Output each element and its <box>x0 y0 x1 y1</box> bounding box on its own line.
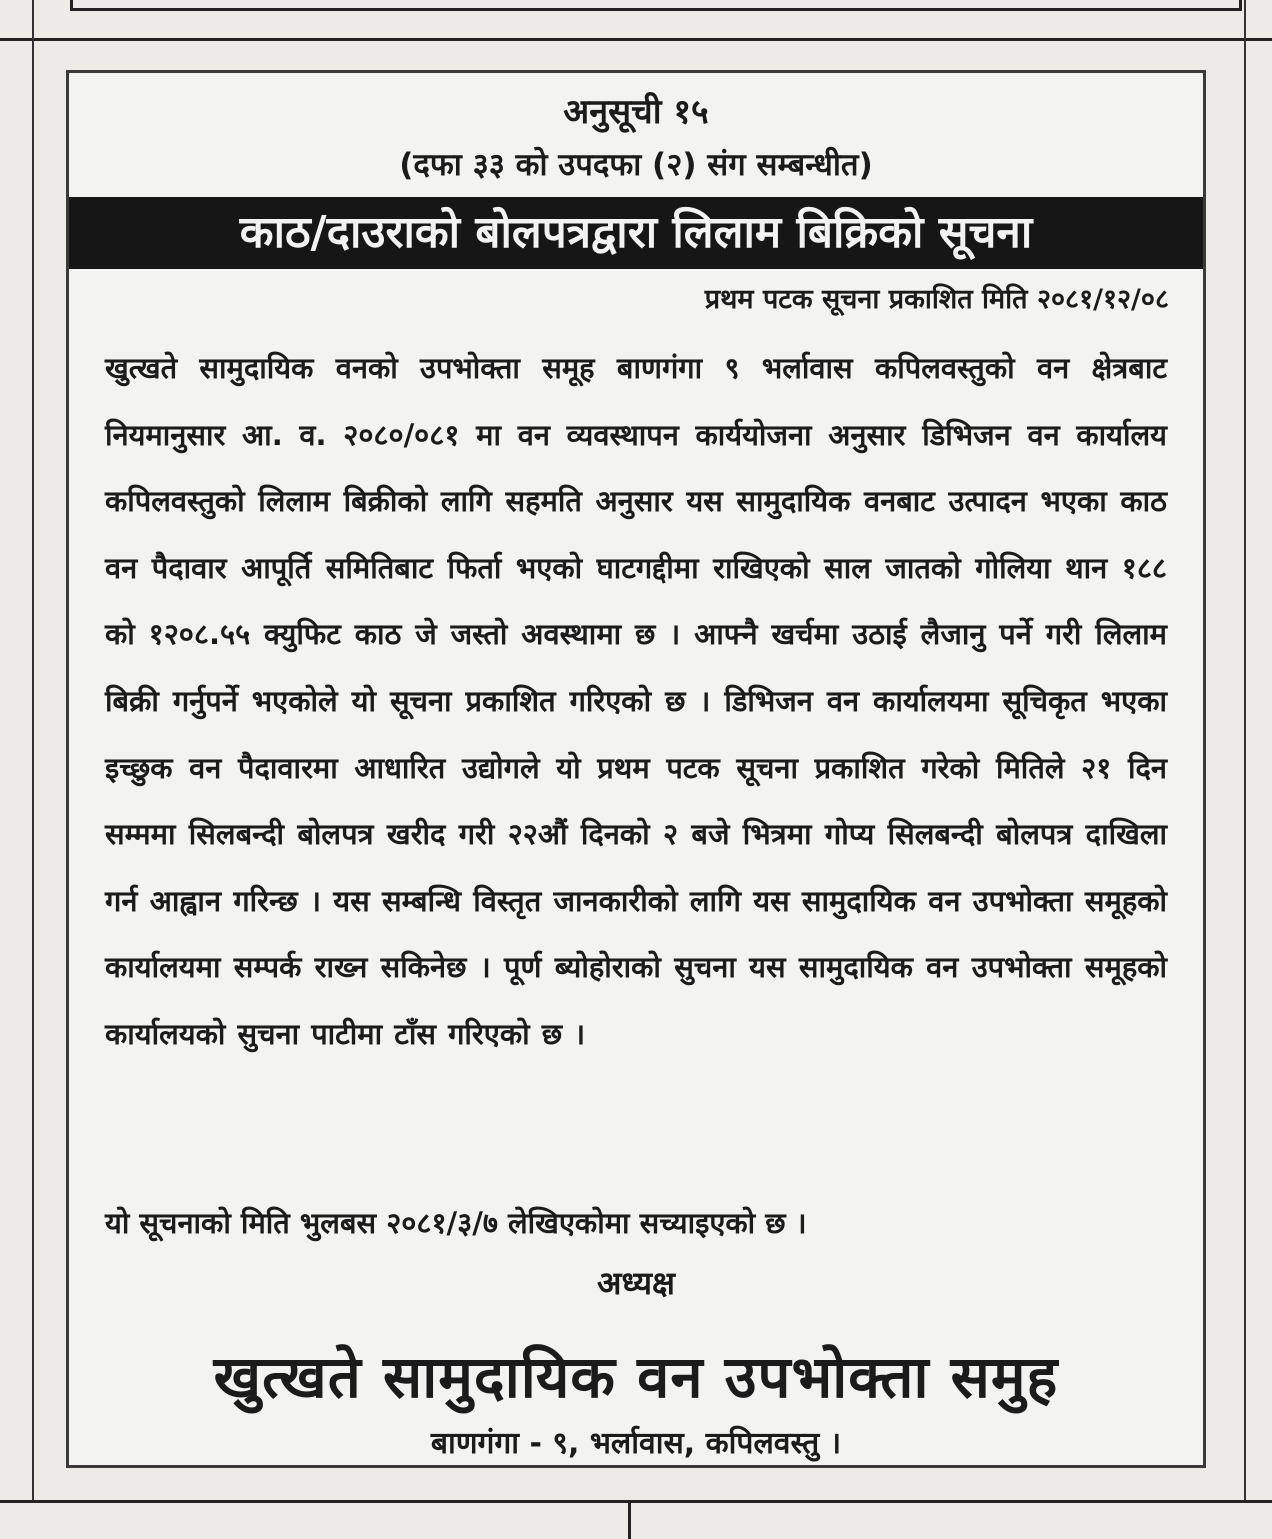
notice-title: काठ/दाउराको बोलपत्रद्वारा लिलाम बिक्रिको सूचना <box>69 197 1203 269</box>
page-rule-top <box>0 38 1272 41</box>
column-divider-tick <box>628 1503 631 1539</box>
notice-body: खुत्खते सामुदायिक वनको उपभोक्ता समूह बाणगंगा ९ भर्लावास कपिलवस्तुको वन क्षेत्रबाट नियमानुसार आ. व. २०८०/०८१ मा वन व्यवस्थापन कार्ययोजना अनुसार डिभिजन वन कार्यालय कपिलवस्तुको लिलाम बिक्रीको लागि सहमति अनुसार यस सामुदायिक वनबाट उत्पादन भएका काठ वन पैदावार आपूर्ति समितिबाट फिर्ता भएको घाटगद्दीमा राखिएको साल जातको गोलिया थान १८८ को १२०८.५५ क्युफिट काठ जे जस्तो अवस्थामा छ । आफ्नै खर्चमा उठाई लैजानु पर्ने गरी लिलाम बिक्री गर्नुपर्ने भएकोले यो सूचना प्रकाशित गरिएको छ । डिभिजन वन कार्यालयमा सूचिकृत भएका इच्छुक वन पैदावारमा आधारित उद्योगले यो प्रथम पटक सूचना प्रकाशित गरेको मितिले २१ दिन सम्ममा सिलबन्दी बोलपत्र खरीद गरी २२औं दिनको २ बजे भित्रमा गोप्य सिलबन्दी बोलपत्र दाखिला गर्न आह्वान गरिन्छ । यस सम्बन्धि विस्तृत जानकारीको लागि यस सामुदायिक वन उपभोक्ता समूहको कार्यालयमा सम्पर्क राख्न सकिनेछ । पूर्ण ब्योहोराको सुचना यस सामुदायिक वन उपभोक्ता समूहको कार्यालयको सुचना पाटीमा टाँस गरिएको छ । <box>105 351 1167 1051</box>
previous-ad-border <box>70 0 1242 11</box>
column-rule-right <box>1244 0 1246 1500</box>
auction-notice <box>66 70 1206 1468</box>
organization-address: बाणगंगा - ९, भर्लावास, कपिलवस्तु । <box>430 1426 842 1461</box>
column-rule-left <box>32 0 34 1500</box>
section-reference: (दफा ३३ को उपदफा (२) संग सम्बन्धीत) <box>399 147 873 183</box>
chairperson-label: अध्यक्ष <box>597 1264 675 1302</box>
first-publication-date: प्रथम पटक सूचना प्रकाशित मिति २०८१/१२/०८ <box>704 284 1169 315</box>
page-rule-bottom <box>0 1500 1272 1503</box>
schedule-heading: अनुसूची १५ <box>563 92 709 132</box>
date-correction-note: यो सूचनाको मिति भुलबस २०८१/३/७ लेखिएकोमा सच्याइएको छ । <box>105 1206 807 1240</box>
organization-name: खुत्खते सामुदायिक वन उपभोक्ता समुह <box>213 1343 1059 1411</box>
